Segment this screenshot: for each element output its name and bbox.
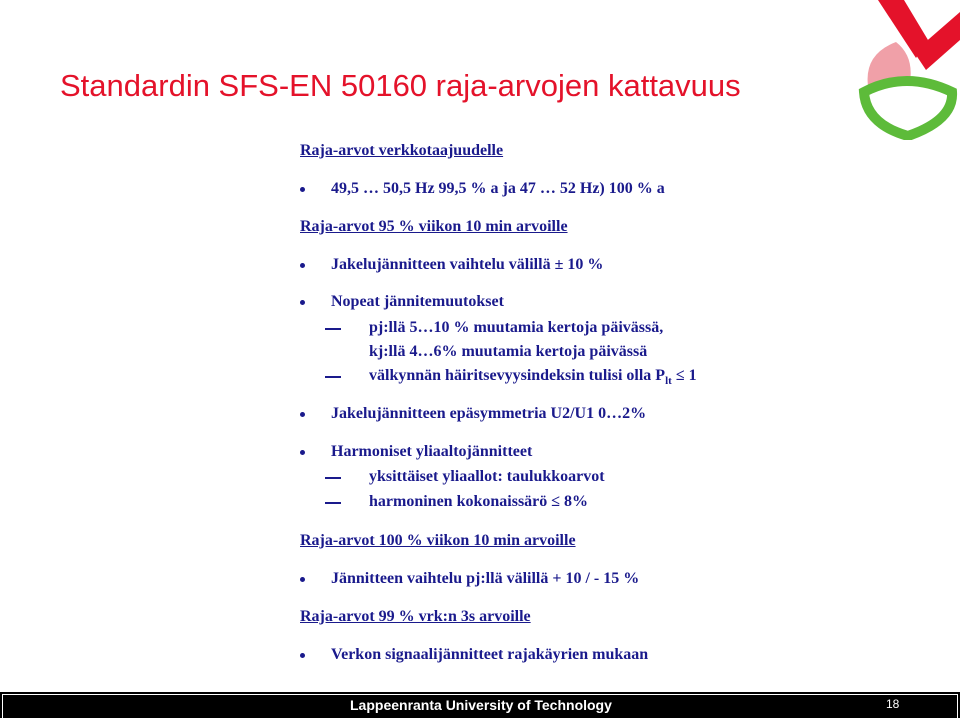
bullet-unbalance: Jakelujännitteen epäsymmetria U2/U1 0…2% (331, 405, 647, 422)
bullet-frequency-range: 49,5 … 50,5 Hz 99,5 % a ja 47 … 52 Hz) 100 % a (331, 180, 665, 197)
sub-item-lv-changes: pj:llä 5…10 % muutamia kertoja päivässä, (369, 319, 664, 336)
flicker-subscript: lt (665, 375, 672, 387)
sub-item-flicker (369, 366, 697, 391)
section-heading-frequency: Raja-arvot verkkotaajuudelle (300, 142, 504, 159)
bullet-harmonics: Harmoniset yliaaltojännitteet (331, 443, 533, 460)
footer-organization: Lappeenranta University of Technology (350, 697, 612, 713)
flicker-text: välkynnän häiritsevyysindeksin tulisi olla P (369, 367, 666, 384)
page-number: 18 (886, 697, 900, 711)
university-logo-icon (856, 0, 960, 140)
flicker-limit: ≤ 1 (675, 367, 697, 384)
bullet-signal-voltages: Verkon signaalijännitteet rajakäyrien mukaan (331, 646, 649, 663)
section-heading-99-percent: Raja-arvot 99 % vrk:n 3s arvoille (300, 608, 531, 625)
page-title: Standardin SFS-EN 50160 raja-arvojen kattavuus (60, 68, 741, 103)
sub-item-individual-harmonics: yksittäiset yliaallot: taulukkoarvot (369, 468, 605, 485)
bullet-voltage-range: Jännitteen vaihtelu pj:llä välillä + 10 / - 15 % (331, 570, 640, 587)
bullet-rapid-changes: Nopeat jännitemuutokset (331, 293, 504, 310)
sub-item-thd: harmoninen kokonaissärö ≤ 8% (369, 493, 589, 510)
sub-item-mv-changes: kj:llä 4…6% muutamia kertoja päivässä (369, 343, 648, 360)
section-heading-95-percent: Raja-arvot 95 % viikon 10 min arvoille (300, 218, 568, 235)
bullet-voltage-variation: Jakelujännitteen vaihtelu välillä ± 10 % (331, 256, 604, 273)
footer-bar (0, 692, 960, 718)
section-heading-100-percent: Raja-arvot 100 % viikon 10 min arvoille (300, 532, 576, 549)
